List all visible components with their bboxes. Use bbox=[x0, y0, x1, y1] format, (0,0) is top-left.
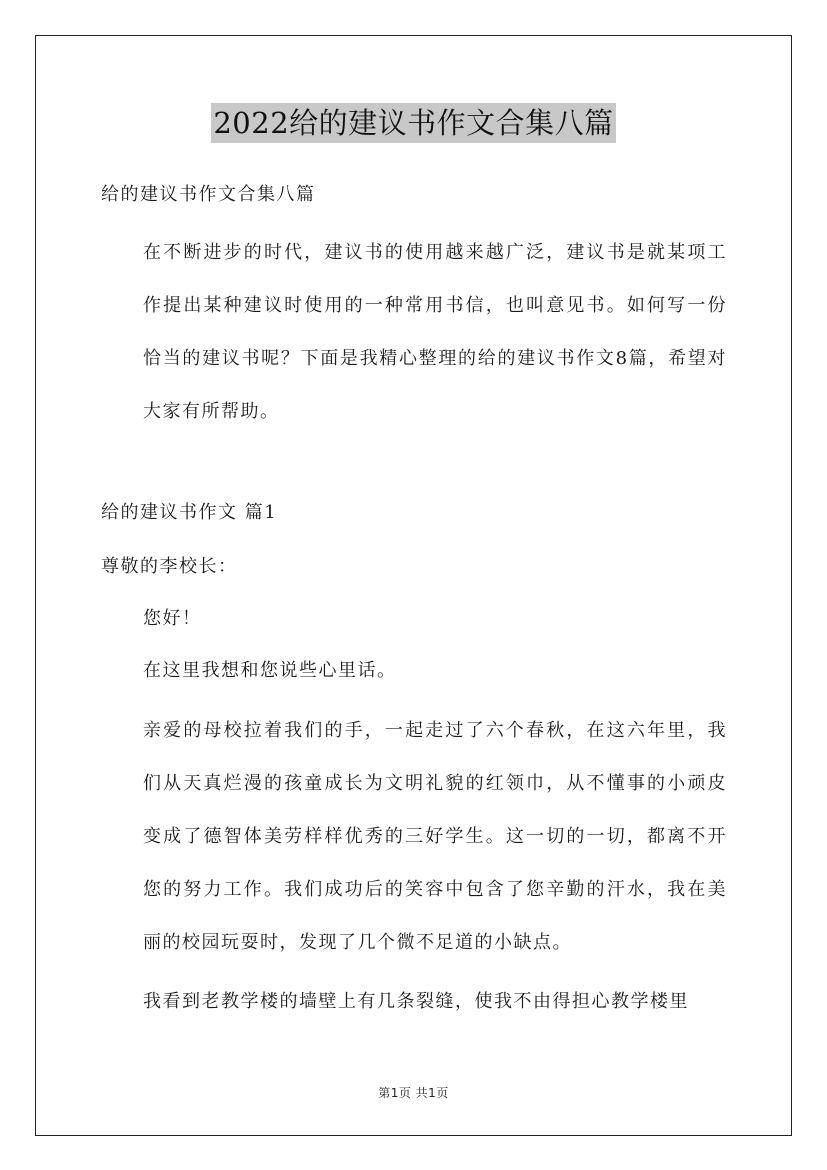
intro-paragraph: 在不断进步的时代，建议书的使用越来越广泛，建议书是就某项工作提出某种建议时使用的一种常用书信，也叫意见书。如何写一份恰当的建议书呢？下面是我精心整理的给的建议书作文8篇，希望对大家有所帮助。 bbox=[143, 242, 727, 422]
document-body bbox=[101, 176, 727, 1021]
greeting: 您好！ bbox=[143, 608, 202, 629]
document-subtitle: 给的建议书作文合集八篇 bbox=[101, 184, 316, 205]
page-footer: 第1页 共1页 bbox=[378, 1086, 449, 1100]
body-paragraph: 我看到老教学楼的墙壁上有几条裂缝，使我不由得担心教学楼里 bbox=[143, 991, 689, 1012]
body-paragraph: 亲爱的母校拉着我们的手，一起走过了六个春秋，在这六年里，我们从天真烂漫的孩童成长为文明礼貌的红领巾，从不懂事的小顽皮变成了德智体美劳样样优秀的三好学生。这一切的一切，都离不开您的努力工作。我们成功后的笑容中包含了您辛勤的汗水，我在美丽的校园玩耍时，发现了几个微不足道的小缺点。 bbox=[143, 720, 727, 953]
document-title: 2022给的建议书作文合集八篇 bbox=[211, 103, 615, 143]
title-container bbox=[0, 103, 827, 143]
section-heading: 给的建议书作文 篇1 bbox=[101, 502, 278, 523]
section-spacer bbox=[101, 438, 727, 494]
salutation: 尊敬的李校长： bbox=[101, 556, 238, 577]
body-paragraph: 在这里我想和您说些心里话。 bbox=[143, 660, 397, 681]
